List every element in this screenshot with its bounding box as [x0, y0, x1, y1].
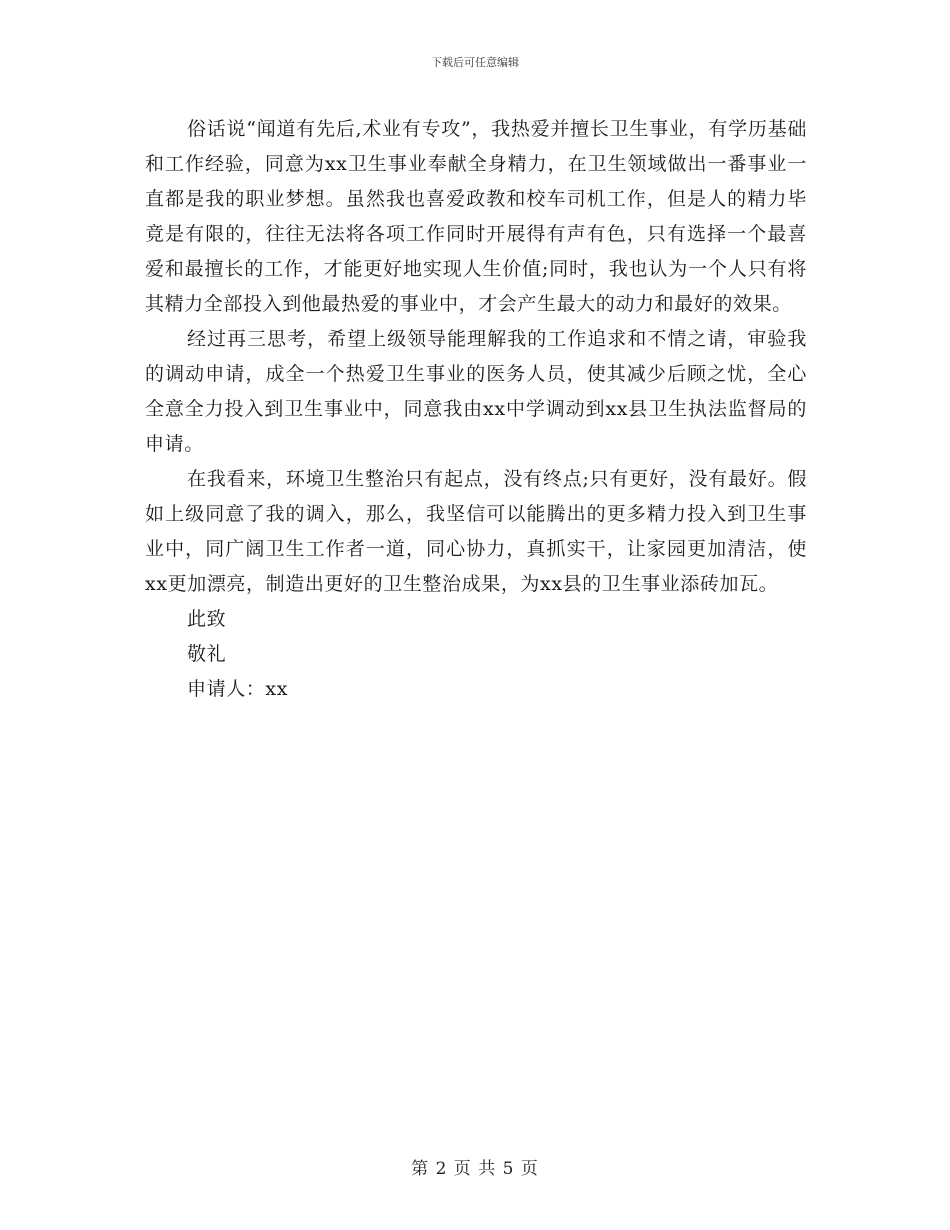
- page-number: 第 2 页 共 5 页: [411, 1159, 539, 1179]
- applicant-signature: 申请人：xx: [187, 678, 289, 700]
- document-body: [145, 112, 807, 707]
- paragraph: 俗话说“闻道有先后,术业有专攻”，我热爱并擅长卫生事业，有学历基础和工作经验，同意为xx卫生事业奉献全身精力，在卫生领域做出一番事业一直都是我的职业梦想。虽然我也喜爱政教和校车司机工作，但是人的精力毕竟是有限的，往往无法将各项工作同时开展得有声有色，只有选择一个最喜爱和最擅长的工作，才能更好地实现人生价值;同时，我也认为一个人只有将其精力全部投入到他最热爱的事业中，才会产生最大的动力和最好的效果。: [145, 118, 807, 315]
- closing-salutation: 此致: [187, 608, 227, 630]
- paragraph: 经过再三思考，希望上级领导能理解我的工作追求和不情之请，审验我的调动申请，成全一个热爱卫生事业的医务人员，使其减少后顾之忧，全心全意全力投入到卫生事业中，同意我由xx中学调动到xx县卫生执法监督局的申请。: [145, 328, 807, 455]
- paragraph: 在我看来，环境卫生整治只有起点，没有终点;只有更好，没有最好。假如上级同意了我的调入，那么，我坚信可以能腾出的更多精力投入到卫生事业中，同广阔卫生工作者一道，同心协力，真抓实干，让家园更加清洁，使xx更加漂亮，制造出更好的卫生整治成果，为xx县的卫生事业添砖加瓦。: [145, 468, 807, 595]
- closing-respect: 敬礼: [187, 643, 227, 665]
- page-header-note: 下载后可任意编辑: [431, 56, 519, 69]
